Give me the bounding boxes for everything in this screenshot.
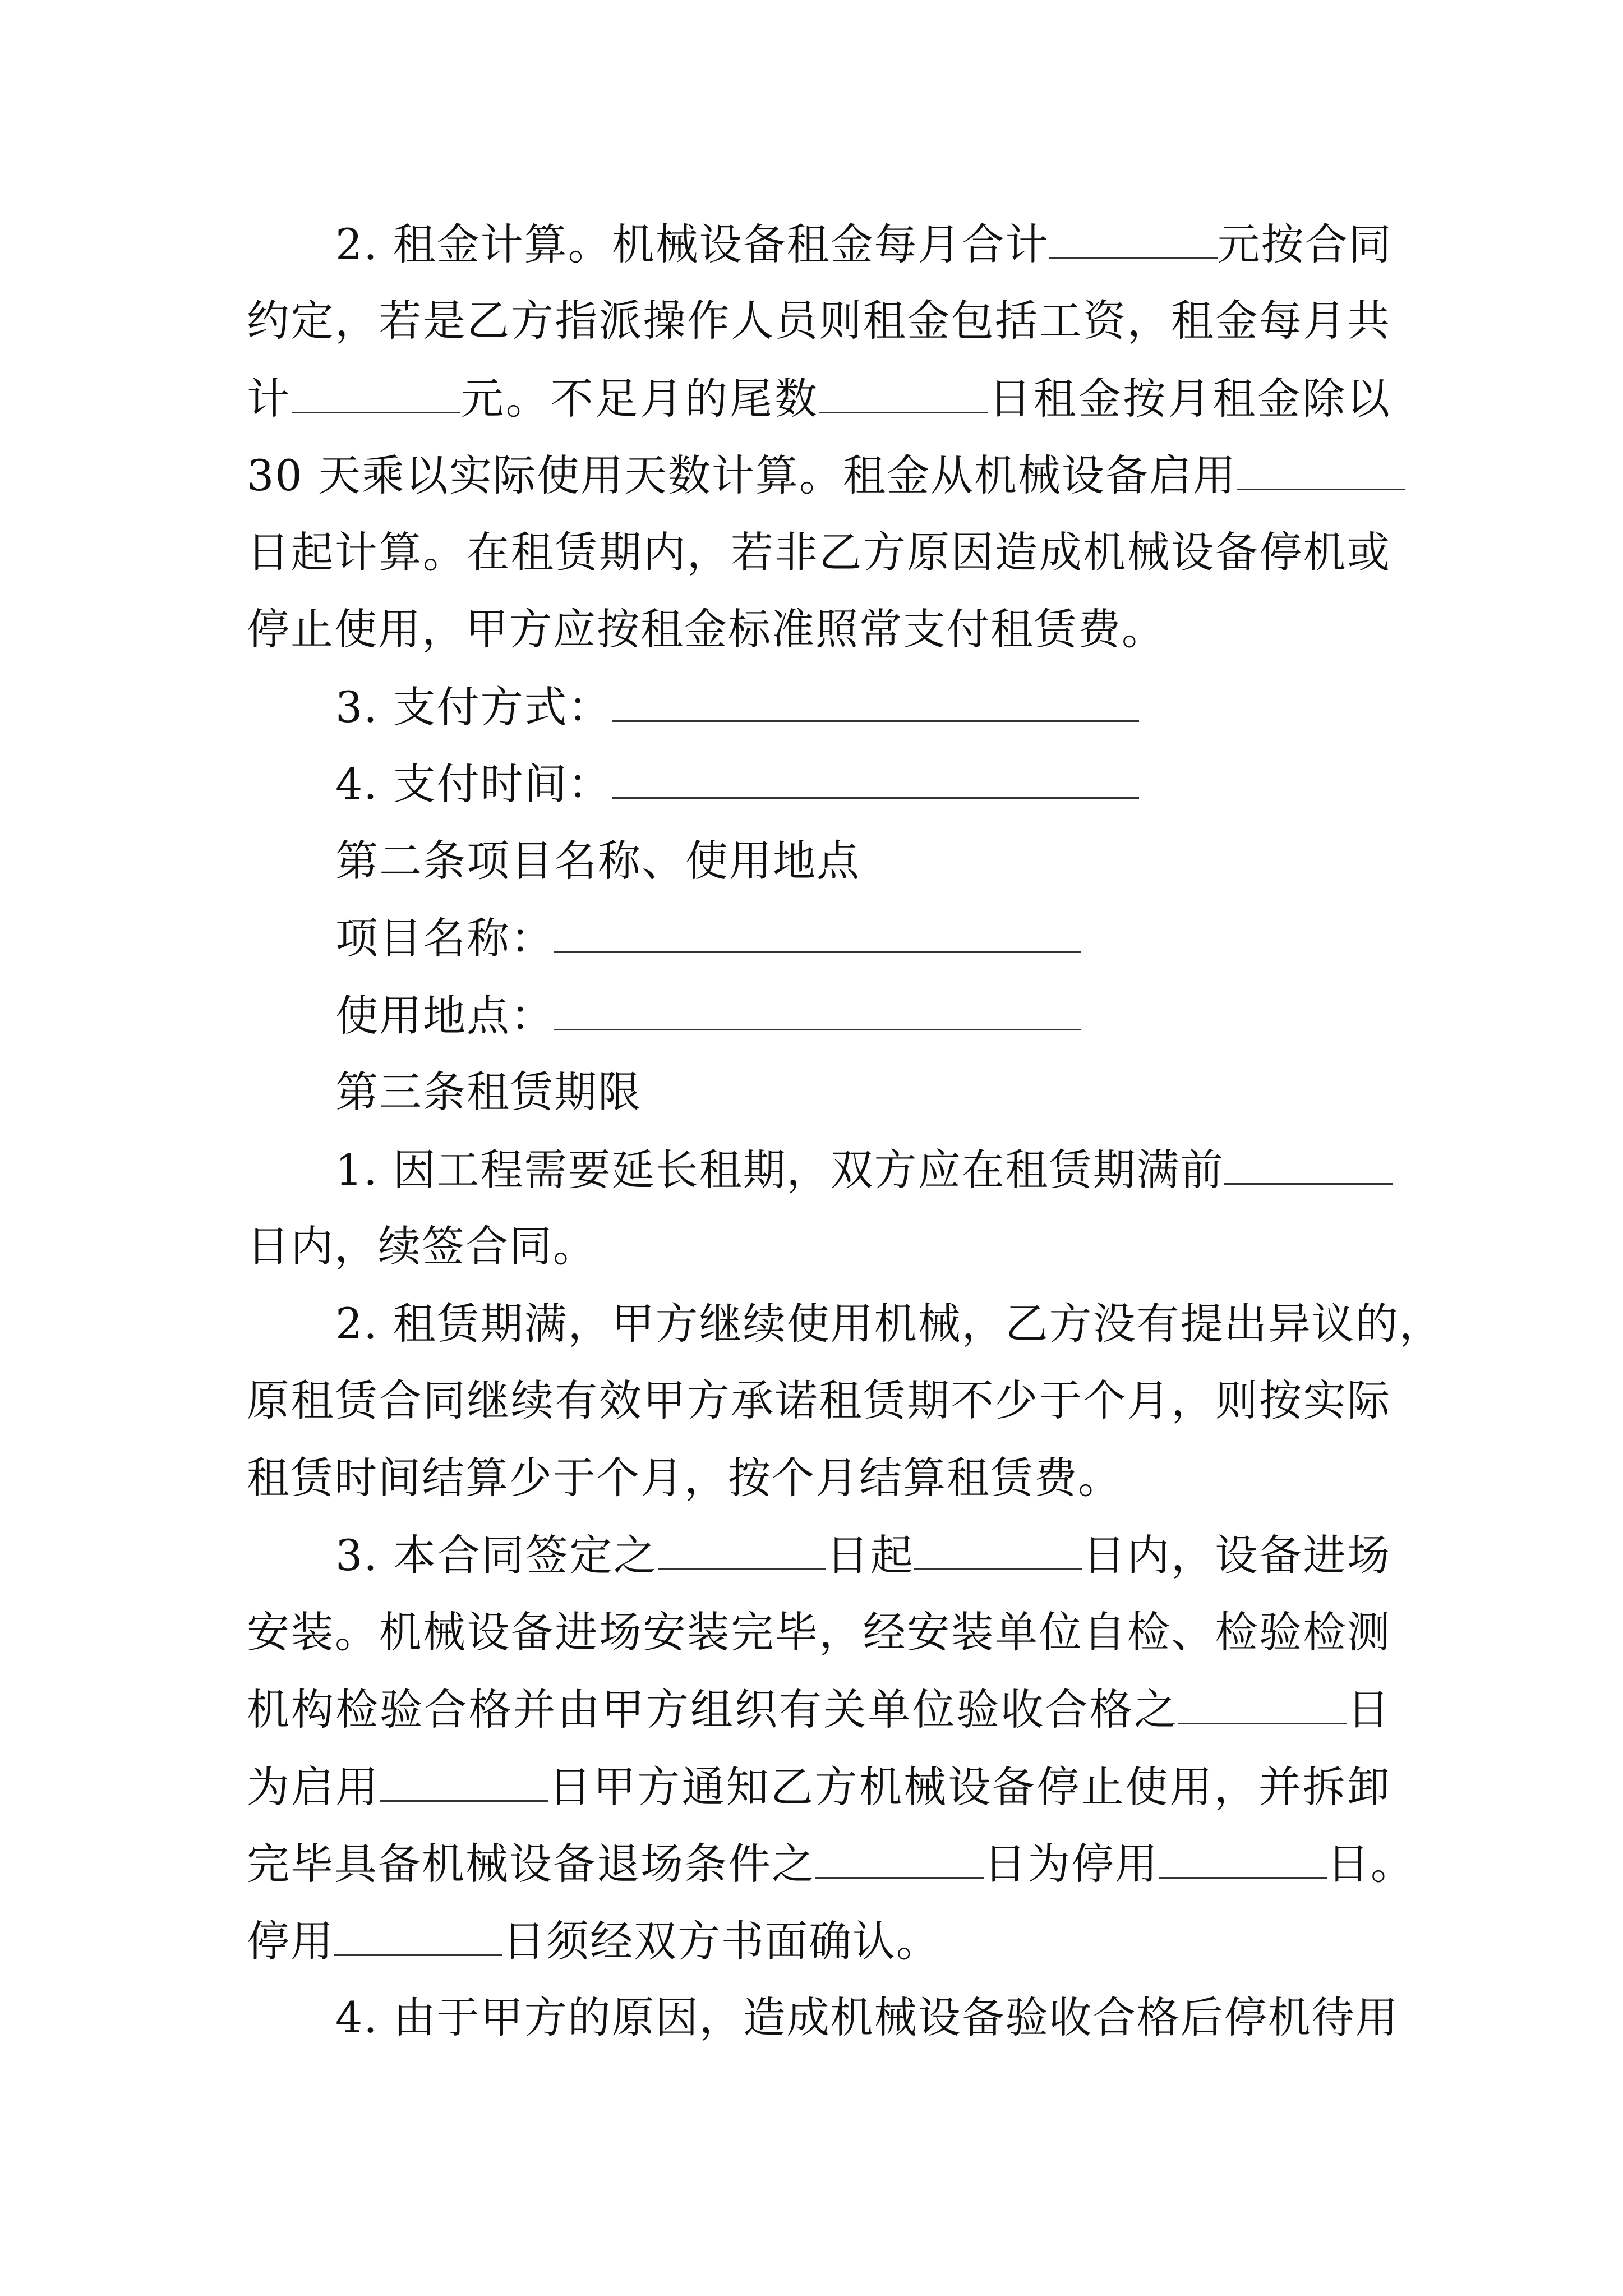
payment-method-line: 3. 支付方式： [335,679,1391,735]
usage-location-line: 使用地点： [335,987,1391,1043]
blank-field[interactable] [1159,1835,1327,1879]
blank-field[interactable] [1049,216,1218,259]
blank-field[interactable] [334,1913,502,1956]
blank-field[interactable] [292,370,460,413]
clause-rent-calculation-line-4: 30 天乘以实际使用天数计算。租金从机械设备启用 [247,447,1391,503]
project-name-blank[interactable] [554,910,1081,953]
clause-installation-line-3: 机构检验合格并由甲方组织有关单位验收合格之 日 [247,1681,1391,1737]
blank-field[interactable] [1237,447,1405,490]
blank-field[interactable] [819,370,988,413]
blank-field[interactable] [1224,1142,1393,1185]
clause-rent-calculation-line-1: 2. 租金计算。机械设备租金每月合计 元按合同 [335,216,1391,272]
project-name-line: 项目名称： [335,910,1391,966]
article-3-heading: 第三条租赁期限 [335,1067,642,1117]
blank-field[interactable] [815,1835,984,1879]
clause-extension-line-1: 1. 因工程需要延长租期，双方应在租赁期满前 [335,1142,1391,1198]
clause-extension-line-2: 日内，续签合同。 [247,1221,597,1271]
payment-time-blank[interactable] [612,756,1139,799]
clause-rent-calculation-line-5: 日起计算。在租赁期内，若非乙方原因造成机械设备停机或 [247,527,1391,577]
clause-rent-calculation-line-3: 计 元。不足月的尾数 日租金按月租金除以 [247,370,1391,426]
blank-field[interactable] [380,1759,548,1802]
clause-installation-line-2: 安装。机械设备进场安装完毕，经安装单位自检、检验检测 [247,1607,1391,1657]
clause-installation-line-6: 停用 日须经双方书面确认。 [247,1913,1391,1969]
payment-method-blank[interactable] [612,679,1139,722]
article-2-heading: 第二条项目名称、使用地点 [335,836,860,886]
blank-field[interactable] [1178,1681,1347,1724]
clause-expiry-line-2: 原租赁合同继续有效甲方承诺租赁期不少于个月，则按实际 [247,1375,1391,1425]
clause-expiry-line-1: 2. 租赁期满，甲方继续使用机械，乙方没有提出异议的， [335,1299,1443,1349]
blank-field[interactable] [914,1527,1082,1570]
payment-time-line: 4. 支付时间： [335,756,1391,812]
clause-rent-calculation-line-6: 停止使用，甲方应按租金标准照常支付租赁费。 [247,604,1165,654]
clause-installation-line-5: 完毕具备机械设备退场条件之 日为停用 日。 [247,1835,1391,1892]
clause-installation-line-1: 3. 本合同签定之 日起 日内，设备进场 [335,1527,1391,1583]
clause-installation-line-4: 为启用 日甲方通知乙方机械设备停止使用，并拆卸 [247,1759,1391,1815]
usage-location-blank[interactable] [554,987,1081,1030]
blank-field[interactable] [658,1527,826,1570]
clause-standby-line-1: 4. 由于甲方的原因，造成机械设备验收合格后停机待用 [335,1993,1399,2042]
clause-rent-calculation-line-2: 约定，若是乙方指派操作人员则租金包括工资，租金每月共 [247,296,1391,346]
clause-expiry-line-3: 租赁时间结算少于个月，按个月结算租赁费。 [247,1453,1122,1503]
